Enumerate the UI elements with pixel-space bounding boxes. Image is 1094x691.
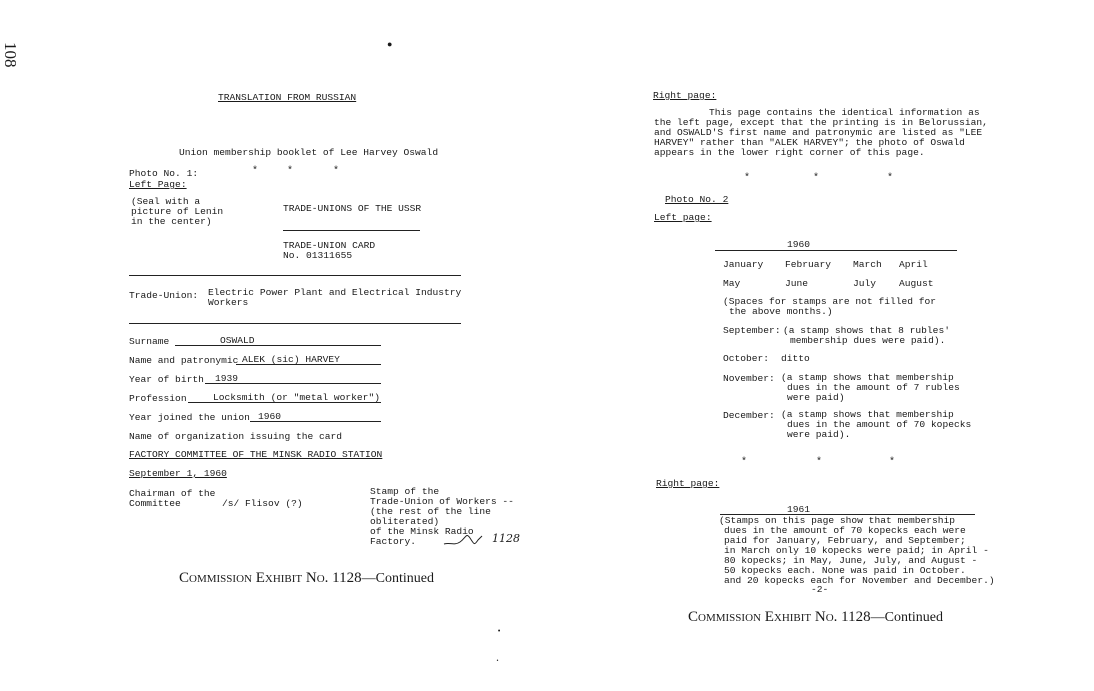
november-value: dues in the amount of 7 rubles [787,382,960,393]
speck-mark: • [496,658,500,664]
card-title: TRADE-UNION CARD [283,240,376,251]
stamp-text: of the Minsk Radio [370,526,474,537]
asterisk-divider: * [816,457,823,468]
description-text: and OSWALD'S first name and patronymic are listed as "LEE [654,127,983,138]
seal-text: in the center) [131,216,212,227]
divider-line [129,275,461,276]
month-label: May [723,278,741,289]
september-value: membership dues were paid). [790,335,946,346]
speck-mark: • [497,628,502,636]
field-underline [188,402,381,403]
october-label: October: [723,353,770,364]
stamp-text: Factory. [370,536,417,547]
joined-label: Year joined the union [129,412,250,423]
september-value: (a stamp shows that 8 rubles' [783,325,950,336]
field-underline [236,364,381,365]
december-label: December: [723,410,775,421]
handwritten-mark: 1128 [492,532,520,545]
birth-value: 1939 [215,373,239,384]
stamps-1961-text: and 20 kopecks each for November and December.) [724,575,995,586]
translation-heading: TRANSLATION FROM RUSSIAN [218,92,357,103]
stamp-text: Stamp of the [370,486,440,497]
booklet-subtitle: Union membership booklet of Lee Harvey Oswald [179,147,439,158]
stamps-1961-text: in March only 10 kopecks were paid; in April - [724,545,989,556]
left-page-label: Left Page: [129,179,187,190]
surname-label: Surname [129,336,170,347]
divider-line [283,230,420,231]
stamp-text: Trade-Union of Workers -- [370,496,514,507]
left-page-label-2: Left page: [654,212,712,223]
chairman-signature: /s/ Flisov (?) [222,498,303,509]
stamp-text: (the rest of the line [370,506,491,517]
december-value: (a stamp shows that membership [781,409,954,420]
profession-label: Profession [129,393,187,404]
org-label: Name of organization issuing the card [129,431,343,442]
chairman-label: Committee [129,498,181,509]
speck-mark: ● [387,40,393,50]
asterisk-divider: * [744,173,751,184]
joined-value: 1960 [258,411,282,422]
stamps-1961-text: 50 kopecks each. None was paid in October. [724,565,966,576]
divider-line [715,250,957,251]
november-value: (a stamp shows that membership [781,372,954,383]
month-label: February [785,259,832,270]
profession-value: Locksmith (or "metal worker") [213,392,380,403]
month-label: July [853,278,877,289]
october-value: ditto [781,353,810,364]
month-label: April [899,259,928,270]
description-text: the left page, except that the printing is in Belorussian, [654,117,988,128]
page-marker: -2- [811,584,829,595]
asterisk-divider: * [741,457,748,468]
seal-text: (Seal with a [131,196,201,207]
exhibit-caption-right: Commission Exhibit No. 1128—Continued [688,609,943,625]
field-underline [175,345,381,346]
asterisk-divider: * [252,166,259,177]
stamps-1961-text: paid for January, February, and September; [724,535,966,546]
description-text: HARVEY" rather than "ALEK HARVEY"; the photo of Oswald [654,137,965,148]
divider-line [129,323,461,324]
stamps-1961-text: (Stamps on this page show that membership [719,515,956,526]
card-number: No. 01311655 [283,250,353,261]
birth-label: Year of birth [129,374,204,385]
field-underline [250,421,381,422]
december-value: were paid). [787,429,851,440]
trade-union-label: Trade-Union: [129,290,199,301]
asterisk-divider: * [287,166,294,177]
asterisk-divider: * [813,173,820,184]
exhibit-caption-left: Commission Exhibit No. 1128—Continued [179,570,434,586]
seal-text: picture of Lenin [131,206,224,217]
org-value: FACTORY COMMITTEE OF THE MINSK RADIO STATION [129,449,383,460]
name-value: ALEK (sic) HARVEY [242,354,340,365]
stamps-1961-text: dues in the amount of 70 kopecks each were [724,525,966,536]
field-underline [205,383,381,384]
photo-label-2: Photo No. 2 [665,194,729,205]
photo-label-1: Photo No. 1: [129,168,199,179]
asterisk-divider: * [887,173,894,184]
description-text: appears in the lower right corner of this page. [654,147,925,158]
november-value: were paid) [787,392,845,403]
page-number: 108 [1,42,20,68]
trade-union-value: Electric Power Plant and Electrical Industry [208,287,462,298]
name-label: Name and patronymic [129,355,239,366]
month-label: June [785,278,809,289]
september-label: September: [723,325,781,336]
month-label: August [899,278,934,289]
asterisk-divider: * [333,166,340,177]
trade-union-value: Workers [208,297,249,308]
asterisk-divider: * [889,457,896,468]
right-page-label: Right page: [653,90,717,101]
spaces-note: the above months.) [729,306,833,317]
spaces-note: (Spaces for stamps are not filled for [723,296,937,307]
description-text: This page contains the identical information as [709,107,980,118]
chairman-label: Chairman of the [129,488,216,499]
month-label: January [723,259,764,270]
december-value: dues in the amount of 70 kopecks [787,419,972,430]
stamp-text: obliterated) [370,516,440,527]
handwritten-scribble-icon [442,528,490,550]
union-title: TRADE-UNIONS OF THE USSR [283,203,422,214]
issue-date: September 1, 1960 [129,468,227,479]
month-label: March [853,259,882,270]
stamps-1961-text: 80 kopecks; in May, June, July, and August - [724,555,978,566]
surname-value: OSWALD [220,335,255,346]
november-label: November: [723,373,775,384]
year-1960: 1960 [787,239,811,250]
year-1961: 1961 [787,504,811,515]
right-page-label-2: Right page: [656,478,720,489]
